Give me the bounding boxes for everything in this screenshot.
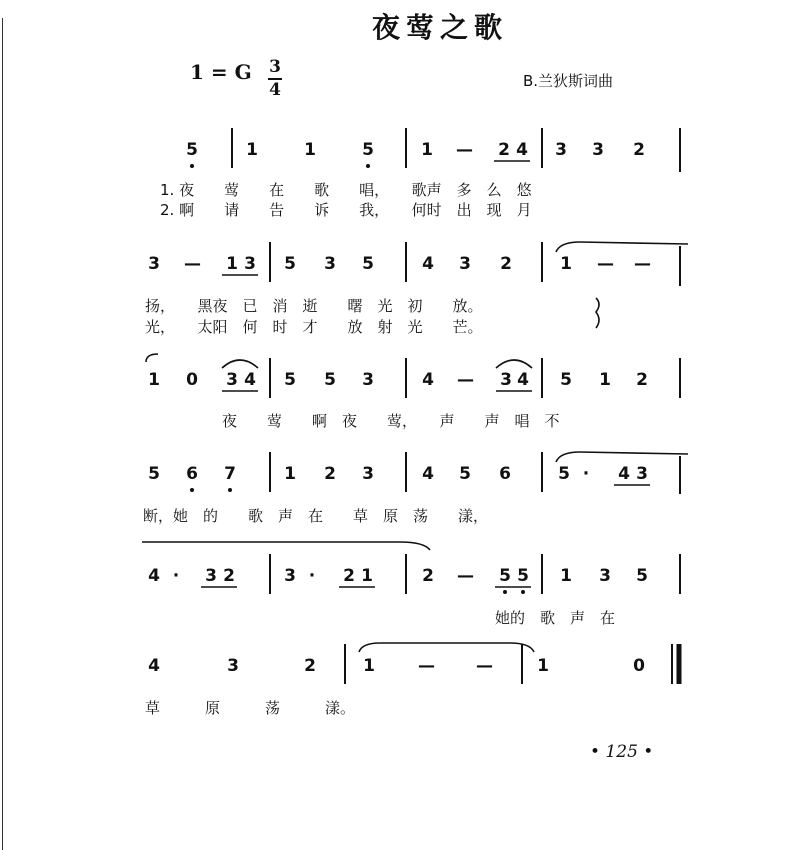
key-signature: 1 = G	[190, 60, 252, 84]
tie	[556, 452, 688, 462]
note: 3	[592, 140, 604, 160]
time-signature-bottom: 4	[269, 79, 281, 100]
note: 3	[636, 464, 648, 484]
note: 0	[186, 370, 198, 390]
lyric-brace	[596, 298, 599, 328]
note: 3	[284, 566, 296, 586]
tie	[146, 354, 158, 362]
note: 5	[499, 566, 511, 586]
note: ·	[582, 464, 590, 484]
octave-dot	[228, 488, 232, 492]
note: 5	[558, 464, 570, 484]
note: 1	[560, 254, 572, 274]
tie	[556, 242, 688, 252]
octave-dot	[521, 590, 525, 594]
note: 3	[599, 566, 611, 586]
note: 2	[304, 656, 316, 676]
lyric-line: 扬， 黑夜 已 消 逝 曙 光 初 放。	[145, 297, 483, 315]
composer-credit: B.兰狄斯词曲	[523, 72, 614, 90]
note: 3	[500, 370, 512, 390]
song-title: 夜莺之歌	[371, 11, 508, 44]
note: 3	[362, 464, 374, 484]
note: 5	[362, 254, 374, 274]
note: 5	[459, 464, 471, 484]
tie	[359, 643, 534, 652]
note: 4	[516, 140, 528, 160]
note: ·	[172, 566, 180, 586]
note: 3	[244, 254, 256, 274]
note: 5	[186, 140, 198, 160]
note: 5	[284, 370, 296, 390]
note: 1	[148, 370, 160, 390]
note: 4	[422, 370, 434, 390]
lyric-line: 她的 歌 声 在	[495, 609, 616, 627]
slur	[222, 360, 258, 368]
note: 3	[555, 140, 567, 160]
note: 5	[362, 140, 374, 160]
note: 1	[226, 254, 238, 274]
lyric-line: 1. 夜 莺 在 歌 唱， 歌声 多 么 悠	[160, 181, 532, 199]
octave-dot	[503, 590, 507, 594]
note: 6	[186, 464, 198, 484]
note: 1	[363, 656, 375, 676]
note: 5	[324, 370, 336, 390]
note: 2	[498, 140, 510, 160]
note: —	[476, 656, 493, 676]
tie	[142, 542, 430, 550]
note: 5	[517, 566, 529, 586]
lyric-line: 草 原 荡 漾。	[145, 699, 356, 717]
lyric-line: 夜 莺 啊 夜 莺， 声 声 唱 不	[222, 412, 560, 430]
note: —	[184, 254, 201, 274]
note: 5	[636, 566, 648, 586]
note: —	[457, 566, 474, 586]
note: —	[418, 656, 435, 676]
note: 1	[246, 140, 258, 160]
note: 4	[422, 464, 434, 484]
note: 5	[148, 464, 160, 484]
note: —	[597, 254, 614, 274]
note: 3	[148, 254, 160, 274]
note: 2	[343, 566, 355, 586]
slur	[496, 360, 532, 368]
note: 1	[284, 464, 296, 484]
note: 3	[226, 370, 238, 390]
note: 2	[636, 370, 648, 390]
note: 3	[459, 254, 471, 274]
note: —	[457, 370, 474, 390]
note: 3	[227, 656, 239, 676]
note: 1	[599, 370, 611, 390]
note: 3	[362, 370, 374, 390]
lyric-line: 断，她 的 歌 声 在 草 原 荡 漾，	[143, 507, 489, 525]
note: 4	[517, 370, 529, 390]
octave-dot	[190, 164, 194, 168]
note: 2	[223, 566, 235, 586]
note: 3	[324, 254, 336, 274]
note: 5	[560, 370, 572, 390]
note: 0	[633, 656, 645, 676]
note: 2	[633, 140, 645, 160]
octave-dot	[366, 164, 370, 168]
note: 1	[537, 656, 549, 676]
note: 5	[284, 254, 296, 274]
note: 4	[148, 656, 160, 676]
note: —	[456, 140, 473, 160]
time-signature-top: 3	[269, 57, 281, 77]
note: 4	[422, 254, 434, 274]
note: 1	[361, 566, 373, 586]
lyric-line: 2. 啊 请 告 诉 我， 何时 出 现 月	[160, 201, 532, 219]
note: 2	[422, 566, 434, 586]
lyric-line: 光， 太阳 何 时 才 放 射 光 芒。	[145, 318, 483, 336]
note: 3	[205, 566, 217, 586]
note: 4	[618, 464, 630, 484]
note: 4	[244, 370, 256, 390]
octave-dot	[190, 488, 194, 492]
note: 2	[324, 464, 336, 484]
note: 2	[500, 254, 512, 274]
note: 6	[499, 464, 511, 484]
note: 1	[421, 140, 433, 160]
page-number: • 125 •	[590, 742, 654, 762]
note: 7	[224, 464, 236, 484]
note: 1	[560, 566, 572, 586]
note: 4	[148, 566, 160, 586]
note: —	[634, 254, 651, 274]
note: ·	[308, 566, 316, 586]
note: 1	[304, 140, 316, 160]
